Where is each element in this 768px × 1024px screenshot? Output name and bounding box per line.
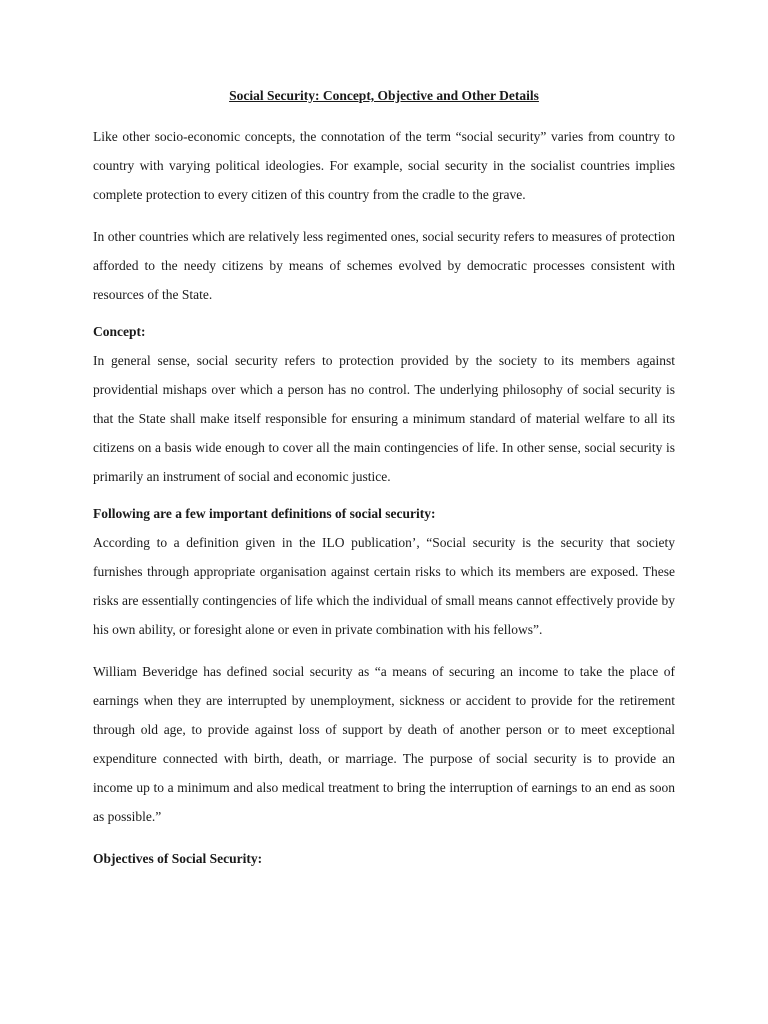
beveridge-definition-paragraph: William Beveridge has defined social security as “a means of securing an income to take the place of earnings when they are interrupted by unemployment, sickness or accident to provide for the retirement through old age, to provide against loss of support by death of another person or to meet exceptional expenditure connected with birth, death, or marriage. The purpose of social security is to provide an income up to a minimum and also medical treatment to bring the interruption of earnings to an end as soon as possible.” [93,664,675,824]
concept-paragraph: In general sense, social security refers to protection provided by the society to its members against providential mishaps over which a person has no control. The underlying philosophy of social security is that the State shall make itself responsible for ensuring a minimum standard of material welfare to all its citizens on a basis wide enough to cover all the main contingencies of life. In other sense, social security is primarily an instrument of social and economic justice. [93,353,675,484]
intro-paragraph-2: In other countries which are relatively less regimented ones, social security refers to measures of protection afforded to the needy citizens by means of schemes evolved by democratic processes consistent with resources of the State. [93,229,675,302]
objectives-heading: Objectives of Social Security: [93,851,263,866]
intro-paragraph-1: Like other socio-economic concepts, the connotation of the term “social security” varies from country to country with varying political ideologies. For example, social security in the socialist countries implies complete protection to every citizen of this country from the cradle to the grave. [93,129,675,202]
document-title: Social Security: Concept, Objective and Other Details [229,88,539,103]
concept-heading: Concept: [93,324,146,339]
ilo-definition-paragraph: According to a definition given in the ILO publication’, “Social security is the security that society furnishes through appropriate organisation against certain risks to which its members are exposed. These risks are essentially contingencies of life which the individual of small means cannot effectively provide by his own ability, or foresight alone or even in private combination with his fellows”. [93,535,675,637]
document-content [93,86,675,873]
definitions-heading: Following are a few important definitions of social security: [93,506,436,521]
